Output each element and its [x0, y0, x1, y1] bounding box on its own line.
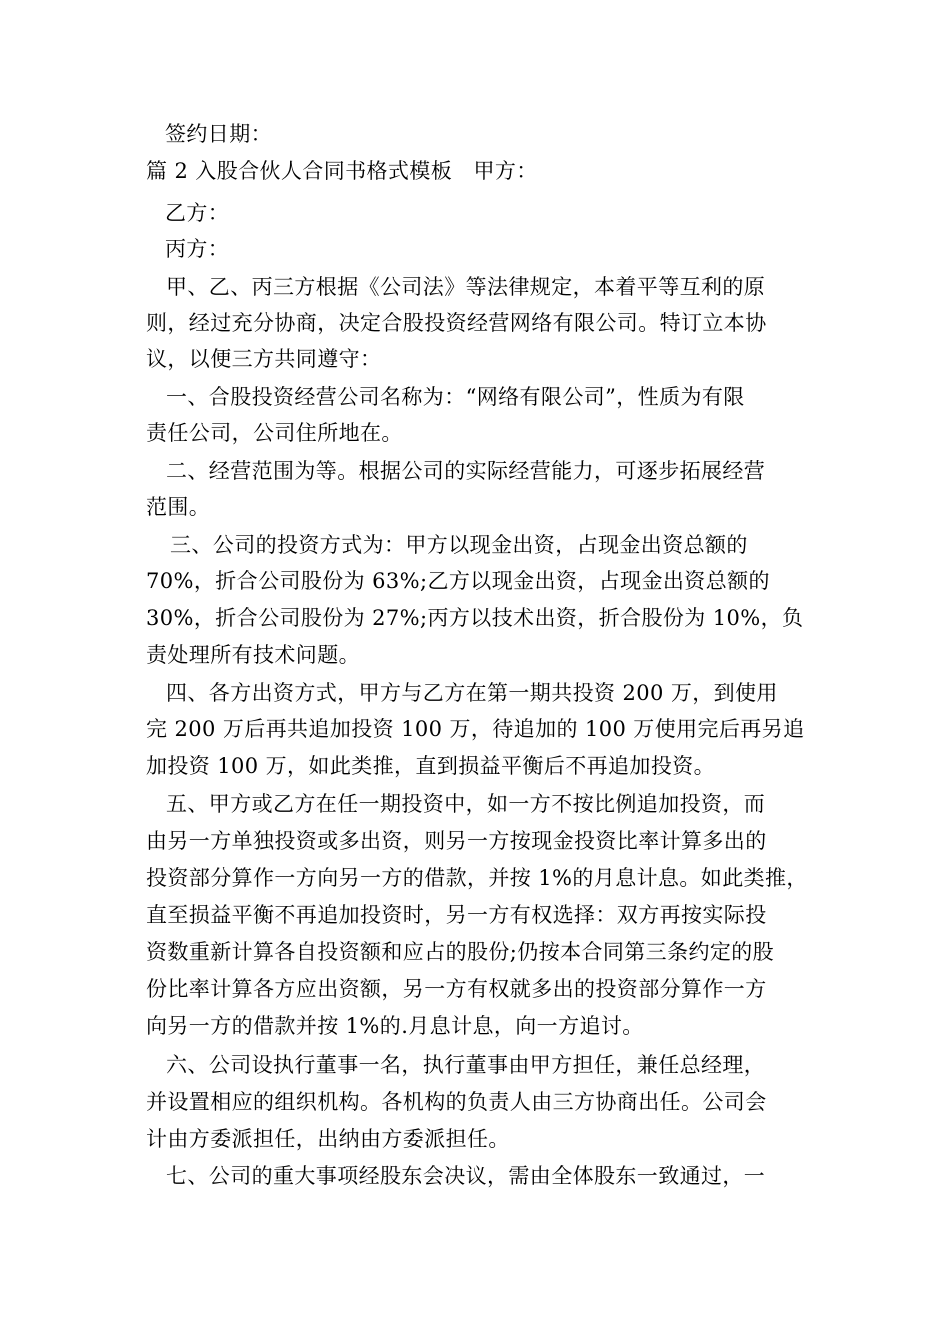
- signing-date-label: 签约日期：: [165, 122, 272, 146]
- text-line: 三、公司的投资方式为：甲方以现金出资，占现金出资总额的: [170, 533, 748, 557]
- text-line: 四、各方出资方式，甲方与乙方在第一期共投资 200 万，到使用: [166, 681, 778, 705]
- text-line: 七、公司的重大事项经股东会决议，需由全体股东一致通过，一: [166, 1164, 766, 1188]
- text-line: 完 200 万后再共追加投资 100 万，待追加的 100 万使用完后再另追: [146, 717, 805, 741]
- text-line: 70%，折合公司股份为 63%;乙方以现金出资，占现金出资总额的: [146, 569, 770, 593]
- text-line: 向另一方的借款并按 1%的.月息计息，向一方追讨。: [146, 1014, 644, 1038]
- text-line: 资数重新计算各自投资额和应占的股份;仍按本合同第三条约定的股: [146, 940, 775, 964]
- text-line: 30%，折合公司股份为 27%;丙方以技术出资，折合股份为 10%，负: [146, 606, 804, 630]
- text-line: 责任公司，公司住所地在。: [146, 421, 403, 445]
- text-line: 议，以便三方共同遵守：: [146, 347, 382, 371]
- text-line: 六、公司设执行董事一名，执行董事由甲方担任，兼任总经理，: [166, 1053, 766, 1077]
- text-line: 加投资 100 万，如此类推，直到损益平衡后不再追加投资。: [146, 754, 716, 778]
- text-line: 范围。: [146, 495, 211, 519]
- text-line: 份比率计算各方应出资额，另一方有权就多出的投资部分算作一方: [146, 977, 767, 1001]
- text-line: 投资部分算作一方向另一方的借款，并按 1%的月息计息。如此类推，: [146, 866, 808, 890]
- text-line: 一、合股投资经营公司名称为：“网络有限公司”，性质为有限: [166, 385, 745, 409]
- text-line: 甲、乙、丙三方根据《公司法》等法律规定，本着平等互利的原: [166, 275, 766, 299]
- party-b-label: 乙方：: [165, 201, 230, 225]
- text-line: 并设置相应的组织机构。各机构的负责人由三方协商出任。公司会: [146, 1090, 767, 1114]
- text-line: 五、甲方或乙方在任一期投资中，如一方不按比例追加投资，而: [166, 792, 766, 816]
- text-line: 由另一方单独投资或多出资，则另一方按现金投资比率计算多出的: [146, 829, 767, 853]
- text-line: 计由方委派担任，出纳由方委派担任。: [146, 1127, 510, 1151]
- text-line: 直至损益平衡不再追加投资时，另一方有权选择：双方再按实际投: [146, 903, 767, 927]
- text-line: 责处理所有技术问题。: [146, 643, 360, 667]
- party-c-label: 丙方：: [165, 237, 230, 261]
- article-title: 篇 2 入股合伙人合同书格式模板 甲方：: [146, 159, 538, 183]
- text-line: 则，经过充分协商，决定合股投资经营网络有限公司。特订立本协: [146, 311, 767, 335]
- text-line: 二、经营范围为等。根据公司的实际经营能力，可逐步拓展经营: [166, 459, 766, 483]
